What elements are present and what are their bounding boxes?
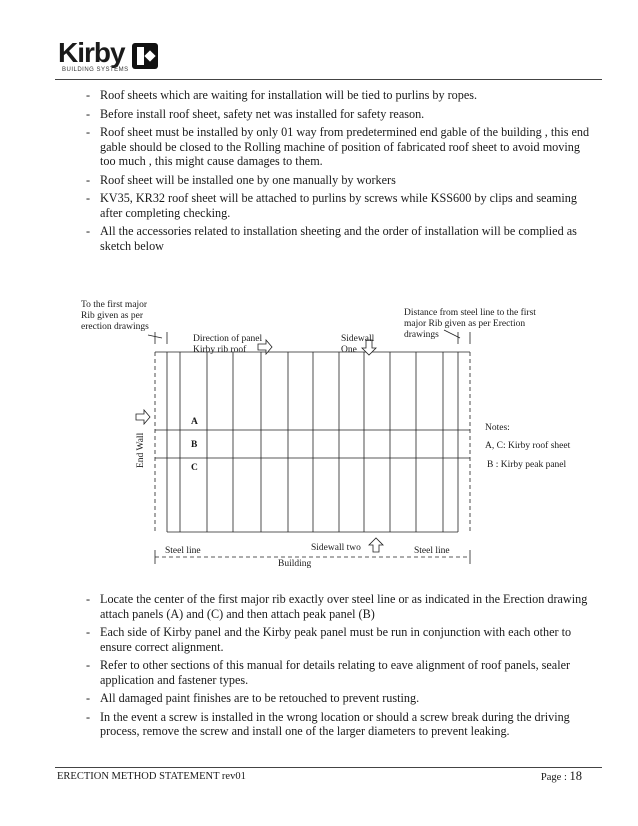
list-item: - All damaged paint finishes are to be retouched to prevent rusting. [86, 691, 596, 706]
panel-grid [155, 352, 470, 532]
list-item: - Each side of Kirby panel and the Kirby peak panel must be run in conjunction with each other to ensure correct alignment. [86, 625, 596, 654]
list-item: - Refer to other sections of this manual for details relating to eave alignment of roof panels, sealer application and fastener types. [86, 658, 596, 687]
notes-ac: A, C: Kirby roof sheet [485, 441, 571, 451]
building-label: Building [278, 559, 312, 569]
header-divider [55, 79, 602, 80]
bullet-list-top [86, 88, 596, 257]
list-item: - Locate the center of the first major rib exactly over steel line or as indicated in the Erection drawing attach panels (A) and (C) and then attach peak panel (B) [86, 592, 596, 621]
first-rib-label: erection drawings [81, 322, 149, 332]
logo-brand: Kirby [58, 37, 125, 68]
bullet-list-bottom [86, 592, 596, 743]
page-number-value: 18 [569, 769, 582, 783]
list-item: - Before install roof sheet, safety net was installed for safety reason. [86, 107, 596, 122]
direction-label: Kirby rib roof [193, 345, 247, 355]
sidewall-two-label: Sidewall two [311, 543, 361, 553]
kirby-logo [58, 38, 160, 78]
distance-label: drawings [404, 330, 439, 340]
logo-mark-icon [132, 43, 158, 69]
distance-label: major Rib given as per Erection [404, 319, 526, 329]
end-wall-label: End Wall [136, 432, 146, 468]
first-rib-label: To the first major [81, 300, 148, 310]
panel-b-label: B [191, 440, 198, 450]
list-item: - All the accessories related to installation sheeting and the order of installation will be complied as sketch below [86, 224, 596, 253]
panel-c-label: C [191, 463, 198, 473]
page-label: Page : [540, 772, 570, 783]
distance-label: Distance from steel line to the first [404, 308, 536, 318]
notes-b: B : Kirby peak panel [487, 460, 567, 470]
list-item: - In the event a screw is installed in the wrong location or should a screw break during the driving process, remove the screw and install one of the larger diameters to prevent leaking. [86, 710, 596, 739]
footer-divider [55, 767, 602, 768]
page-number [541, 769, 582, 784]
list-item: - Roof sheet must be installed by only 01 way from predetermined end gable of the building , this end gable should be closed to the Rolling machine of position of fabricated roof sheet to avoid moving too much , this might cause damages to them. [86, 125, 596, 169]
logo-subtitle: BUILDING SYSTEMS [62, 67, 129, 73]
list-item: - Roof sheets which are waiting for installation will be tied to purlins by ropes. [86, 88, 596, 103]
steel-line-right-label: Steel line [414, 546, 450, 556]
list-item: - Roof sheet will be installed one by one manually by workers [86, 173, 596, 188]
arrow-up-icon [369, 538, 383, 552]
roof-sheet-sketch [0, 280, 638, 580]
first-rib-label: Rib given as per [81, 311, 144, 321]
sidewall-one-label: Sidewall [341, 334, 375, 344]
sidewall-one-label: One [341, 345, 357, 355]
list-item: - KV35, KR32 roof sheet will be attached to purlins by screws while KSS600 by clips and seaming after completing checking. [86, 191, 596, 220]
direction-label: Direction of panel [193, 334, 263, 344]
steel-line-left-label: Steel line [165, 546, 201, 556]
arrow-right-icon [136, 410, 150, 424]
notes-title: Notes: [485, 423, 510, 433]
panel-a-label: A [191, 417, 198, 427]
footer-title: ERECTION METHOD STATEMENT rev01 [57, 771, 246, 782]
